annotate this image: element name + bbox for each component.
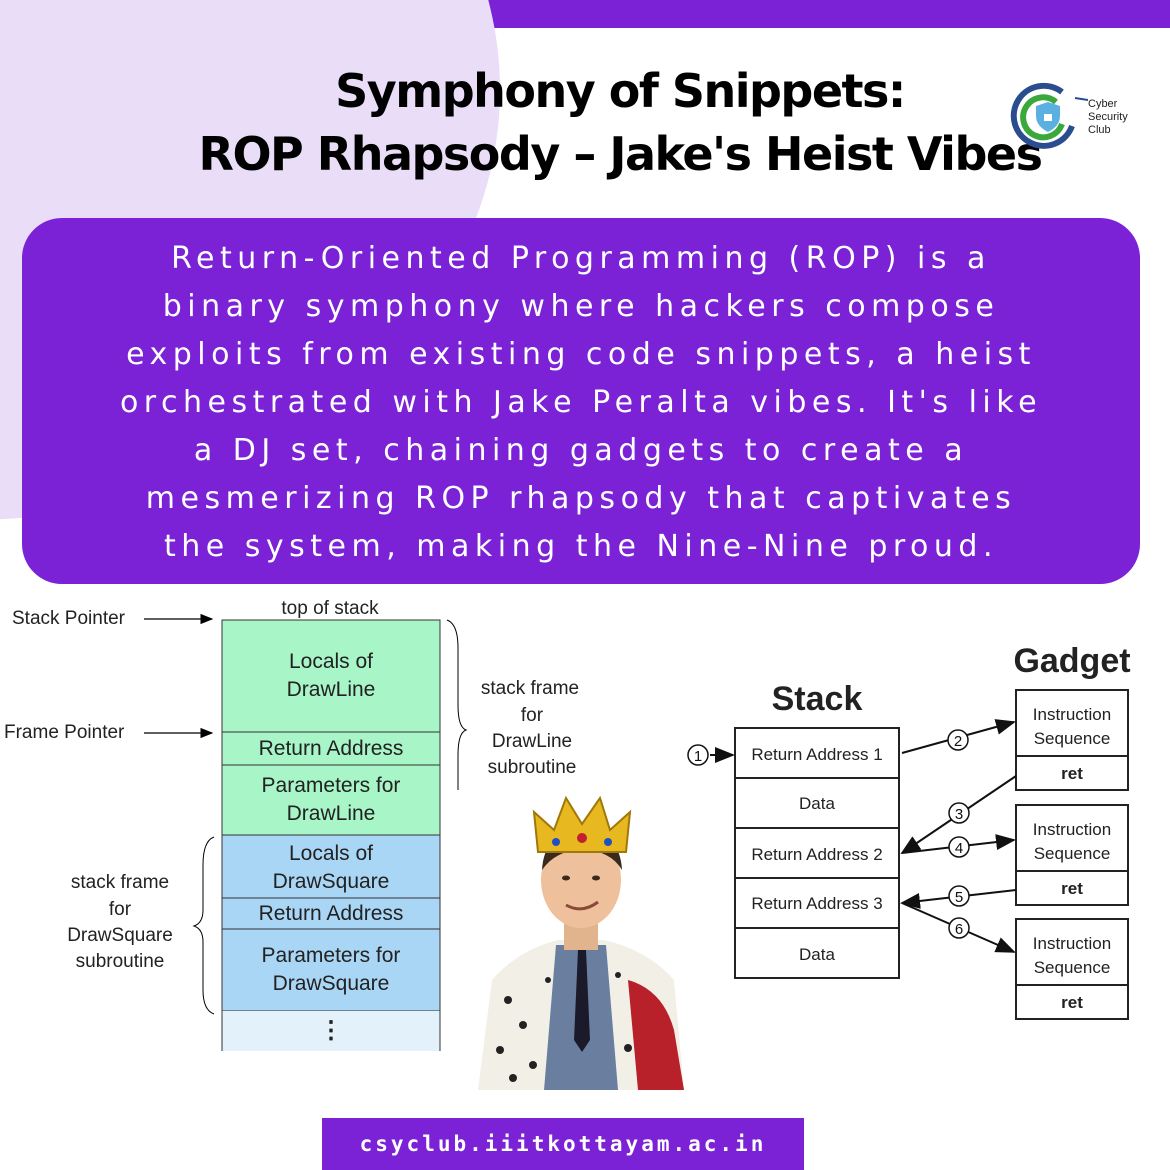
cell-text: DrawSquare [272, 972, 390, 995]
crown-jewel [604, 838, 612, 846]
top-of-stack-label: top of stack [281, 598, 379, 619]
stack-title: Stack [771, 680, 863, 718]
lock-icon [1044, 114, 1052, 121]
frame-label: for [108, 899, 132, 920]
gadget-text: Instruction [1032, 820, 1112, 839]
stack-cell-text: Return Address 2 [751, 845, 883, 864]
description-line: the system, making the Nine-Nine proud. [164, 529, 998, 564]
step-marker-text: 3 [954, 806, 964, 823]
description-card [22, 218, 1140, 584]
gadget-text: Instruction [1032, 934, 1112, 953]
crown-icon [534, 798, 630, 852]
eye [562, 876, 570, 881]
crown-jewel [577, 833, 587, 843]
cell-text: Parameters for [261, 774, 401, 797]
gadget-text: Sequence [1033, 844, 1111, 863]
gadget-text: Sequence [1033, 729, 1111, 748]
step-marker-text: 1 [693, 748, 703, 765]
eye [592, 876, 600, 881]
frame-label: for [520, 705, 544, 726]
club-logo-text [1088, 98, 1128, 137]
step-marker-text: 4 [954, 840, 964, 857]
step-marker-text: 6 [954, 921, 964, 938]
logo-text-line: Club [1088, 124, 1111, 136]
frame-label: subroutine [75, 951, 165, 972]
rop-gadget-diagram [680, 640, 1150, 1040]
cell-text: DrawLine [286, 678, 376, 701]
ellipsis-text: ⋮ [319, 1017, 343, 1044]
cell-text: Locals of [288, 650, 374, 673]
drawline-frame-brace [447, 620, 466, 790]
title-line-2: ROP Rhapsody – Jake's Heist Vibes [198, 127, 1042, 181]
gadget-text: ret [1061, 764, 1083, 783]
cell-params-drawsquare [222, 929, 440, 1011]
logo-text-line: Security [1088, 111, 1128, 123]
description-line: binary symphony where hackers compose [162, 289, 1000, 324]
description-line: Return-Oriented Programming (ROP) is a [171, 241, 991, 276]
cell-text: Parameters for [261, 944, 401, 967]
frame-label: stack frame [480, 678, 580, 699]
description-line: exploits from existing code snippets, a heist [126, 337, 1036, 372]
frame-pointer-label: Frame Pointer [4, 722, 125, 743]
description-line: orchestrated with Jake Peralta vibes. It's like [119, 385, 1043, 420]
cell-locals-drawline [222, 620, 440, 732]
title-line-1: Symphony of Snippets: [335, 64, 905, 118]
crown-jewel [552, 838, 560, 846]
stack-cell-text: Data [799, 794, 835, 813]
step-marker-text: 2 [953, 733, 963, 750]
gadget-title: Gadget [1013, 642, 1131, 680]
gadget-text: ret [1061, 879, 1083, 898]
frame-label: stack frame [70, 872, 170, 893]
cell-text: Return Address [258, 737, 404, 760]
step-marker-text: 5 [954, 889, 964, 906]
logo-text-line: Cyber [1088, 98, 1118, 110]
gadget-text: ret [1061, 993, 1083, 1012]
cell-text: DrawSquare [272, 870, 390, 893]
gadget-text: Sequence [1033, 958, 1111, 977]
jake-peralta-illustration [478, 790, 684, 1090]
stack-cell-text: Return Address 3 [751, 894, 883, 913]
frame-label: DrawSquare [67, 925, 173, 946]
description-line: mesmerizing ROP rhapsody that captivates [145, 481, 1017, 516]
frame-label: subroutine [487, 757, 577, 778]
stack-pointer-label: Stack Pointer [12, 608, 125, 629]
stack-cell-text: Return Address 1 [751, 745, 883, 764]
footer-url[interactable]: csyclub.iiitkottayam.ac.in [322, 1118, 804, 1170]
cell-text: Return Address [258, 902, 404, 925]
gadget-text: Instruction [1032, 705, 1112, 724]
cell-text: DrawLine [286, 802, 376, 825]
stack-cell-text: Data [799, 945, 835, 964]
frame-label: DrawLine [491, 731, 573, 752]
description-line: a DJ set, chaining gadgets to create a [193, 433, 969, 468]
cell-text: Locals of [288, 842, 374, 865]
drawsquare-frame-brace [194, 837, 214, 1014]
